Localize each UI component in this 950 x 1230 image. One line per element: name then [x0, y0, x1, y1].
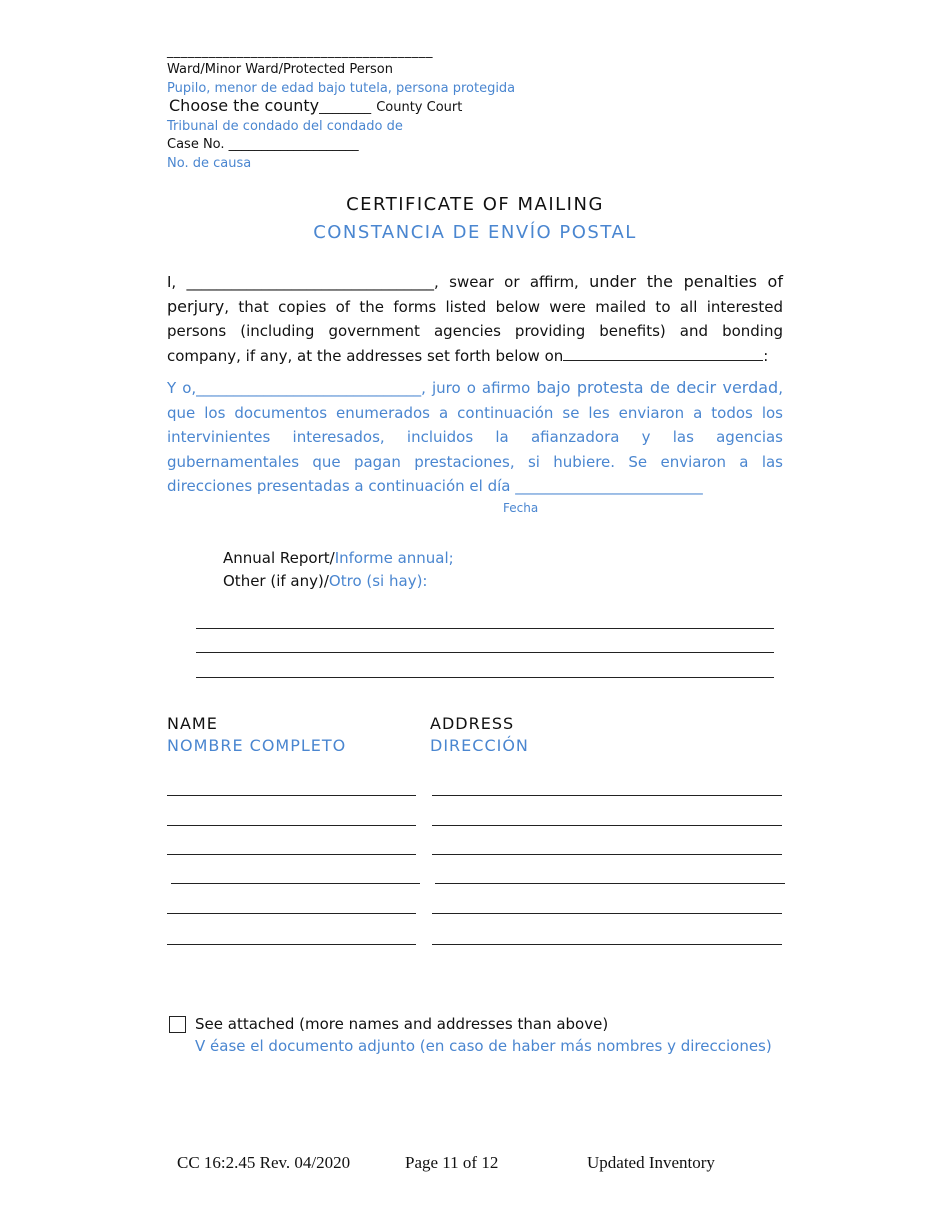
name-column-header: NAME: [167, 714, 218, 733]
address-column-header-es: DIRECCIÓN: [430, 736, 529, 755]
name-column-header-es: NOMBRE COMPLETO: [167, 736, 347, 755]
ward-label-es: Pupilo, menor de edad bajo tutela, persona protegida: [167, 81, 516, 96]
annual-report-en: Annual Report/: [223, 549, 335, 567]
name-line[interactable]: [167, 913, 416, 914]
address-line[interactable]: [432, 944, 782, 945]
see-attached-label: See attached (more names and addresses than above): [195, 1015, 609, 1033]
annual-report-es: Informe annual;: [334, 549, 454, 567]
other-forms-line[interactable]: [196, 652, 774, 653]
date-label-es: Fecha: [503, 501, 539, 515]
statement-en-prefix[interactable]: I, _________________________________, swear or affirm,: [167, 273, 579, 291]
name-line[interactable]: [167, 795, 416, 796]
county-court-label: County Court: [376, 100, 463, 115]
form-code: CC 16:2.45 Rev. 04/2020: [177, 1153, 351, 1172]
page-number: Page 11 of 12: [405, 1153, 499, 1172]
name-line[interactable]: [167, 944, 416, 945]
address-line[interactable]: [435, 883, 785, 884]
other-forms-line[interactable]: [196, 677, 774, 678]
address-line[interactable]: [432, 854, 782, 855]
page-title-es: CONSTANCIA DE ENVÍO POSTAL: [313, 222, 637, 243]
statement-en-rest: , that copies of the forms listed below were mailed to all interested persons (including government agencies providing benefits) and bonding company, if any, at the addresses set forth below on: [167, 297, 783, 365]
form-item-other: [223, 572, 427, 590]
statement-en-end: :: [763, 346, 769, 365]
document-name: Updated Inventory: [587, 1153, 715, 1172]
ward-label-en: Ward/Minor Ward/Protected Person: [167, 62, 394, 77]
other-en: Other (if any)/: [223, 572, 329, 590]
statement-es-rest: , que los documentos enumerados a continuación se les enviaron a todos los intervinientes interesados, incluidos la afianzadora y las agencias gubernamentales que pagan prestaciones, si hubiere. Se enviaron a las direcciones presentadas a continuación el día: [167, 379, 783, 495]
statement-es-prefix[interactable]: Y o,______________________________, juro o afirmo: [167, 379, 531, 397]
name-line[interactable]: [167, 825, 416, 826]
statement-en-emphasis: under the penalties of perjury: [167, 272, 783, 316]
statement-es-emphasis: bajo protesta de decir verdad: [536, 378, 779, 397]
address-line[interactable]: [432, 913, 782, 914]
case-number-label-es: No. de causa: [167, 156, 252, 171]
page-title: CERTIFICATE OF MAILING: [346, 194, 604, 215]
ward-name-line[interactable]: ______________________________________: [167, 44, 433, 59]
see-attached-label-es: V éase el documento adjunto (en caso de haber más nombres y direcciones): [195, 1037, 772, 1055]
name-line[interactable]: [167, 854, 416, 855]
date-blank-es[interactable]: _________________________: [515, 477, 703, 495]
mailing-date-field[interactable]: [563, 346, 763, 361]
county-court-label-es: Tribunal de condado del condado de: [167, 119, 403, 134]
statement-es: [167, 376, 783, 499]
address-line[interactable]: [432, 825, 782, 826]
name-line[interactable]: [171, 883, 420, 884]
county-blank: ________: [319, 100, 372, 115]
statement-en: [167, 270, 783, 368]
address-column-header: ADDRESS: [430, 714, 515, 733]
other-es: Otro (si hay):: [328, 572, 428, 590]
county-row: [169, 96, 462, 115]
county-dropdown[interactable]: Choose the county: [169, 96, 320, 115]
form-item-annual-report: [223, 549, 454, 567]
other-forms-line[interactable]: [196, 628, 774, 629]
see-attached-checkbox[interactable]: [169, 1016, 186, 1033]
case-number-field[interactable]: Case No. ____________________: [167, 137, 359, 152]
address-line[interactable]: [432, 795, 782, 796]
